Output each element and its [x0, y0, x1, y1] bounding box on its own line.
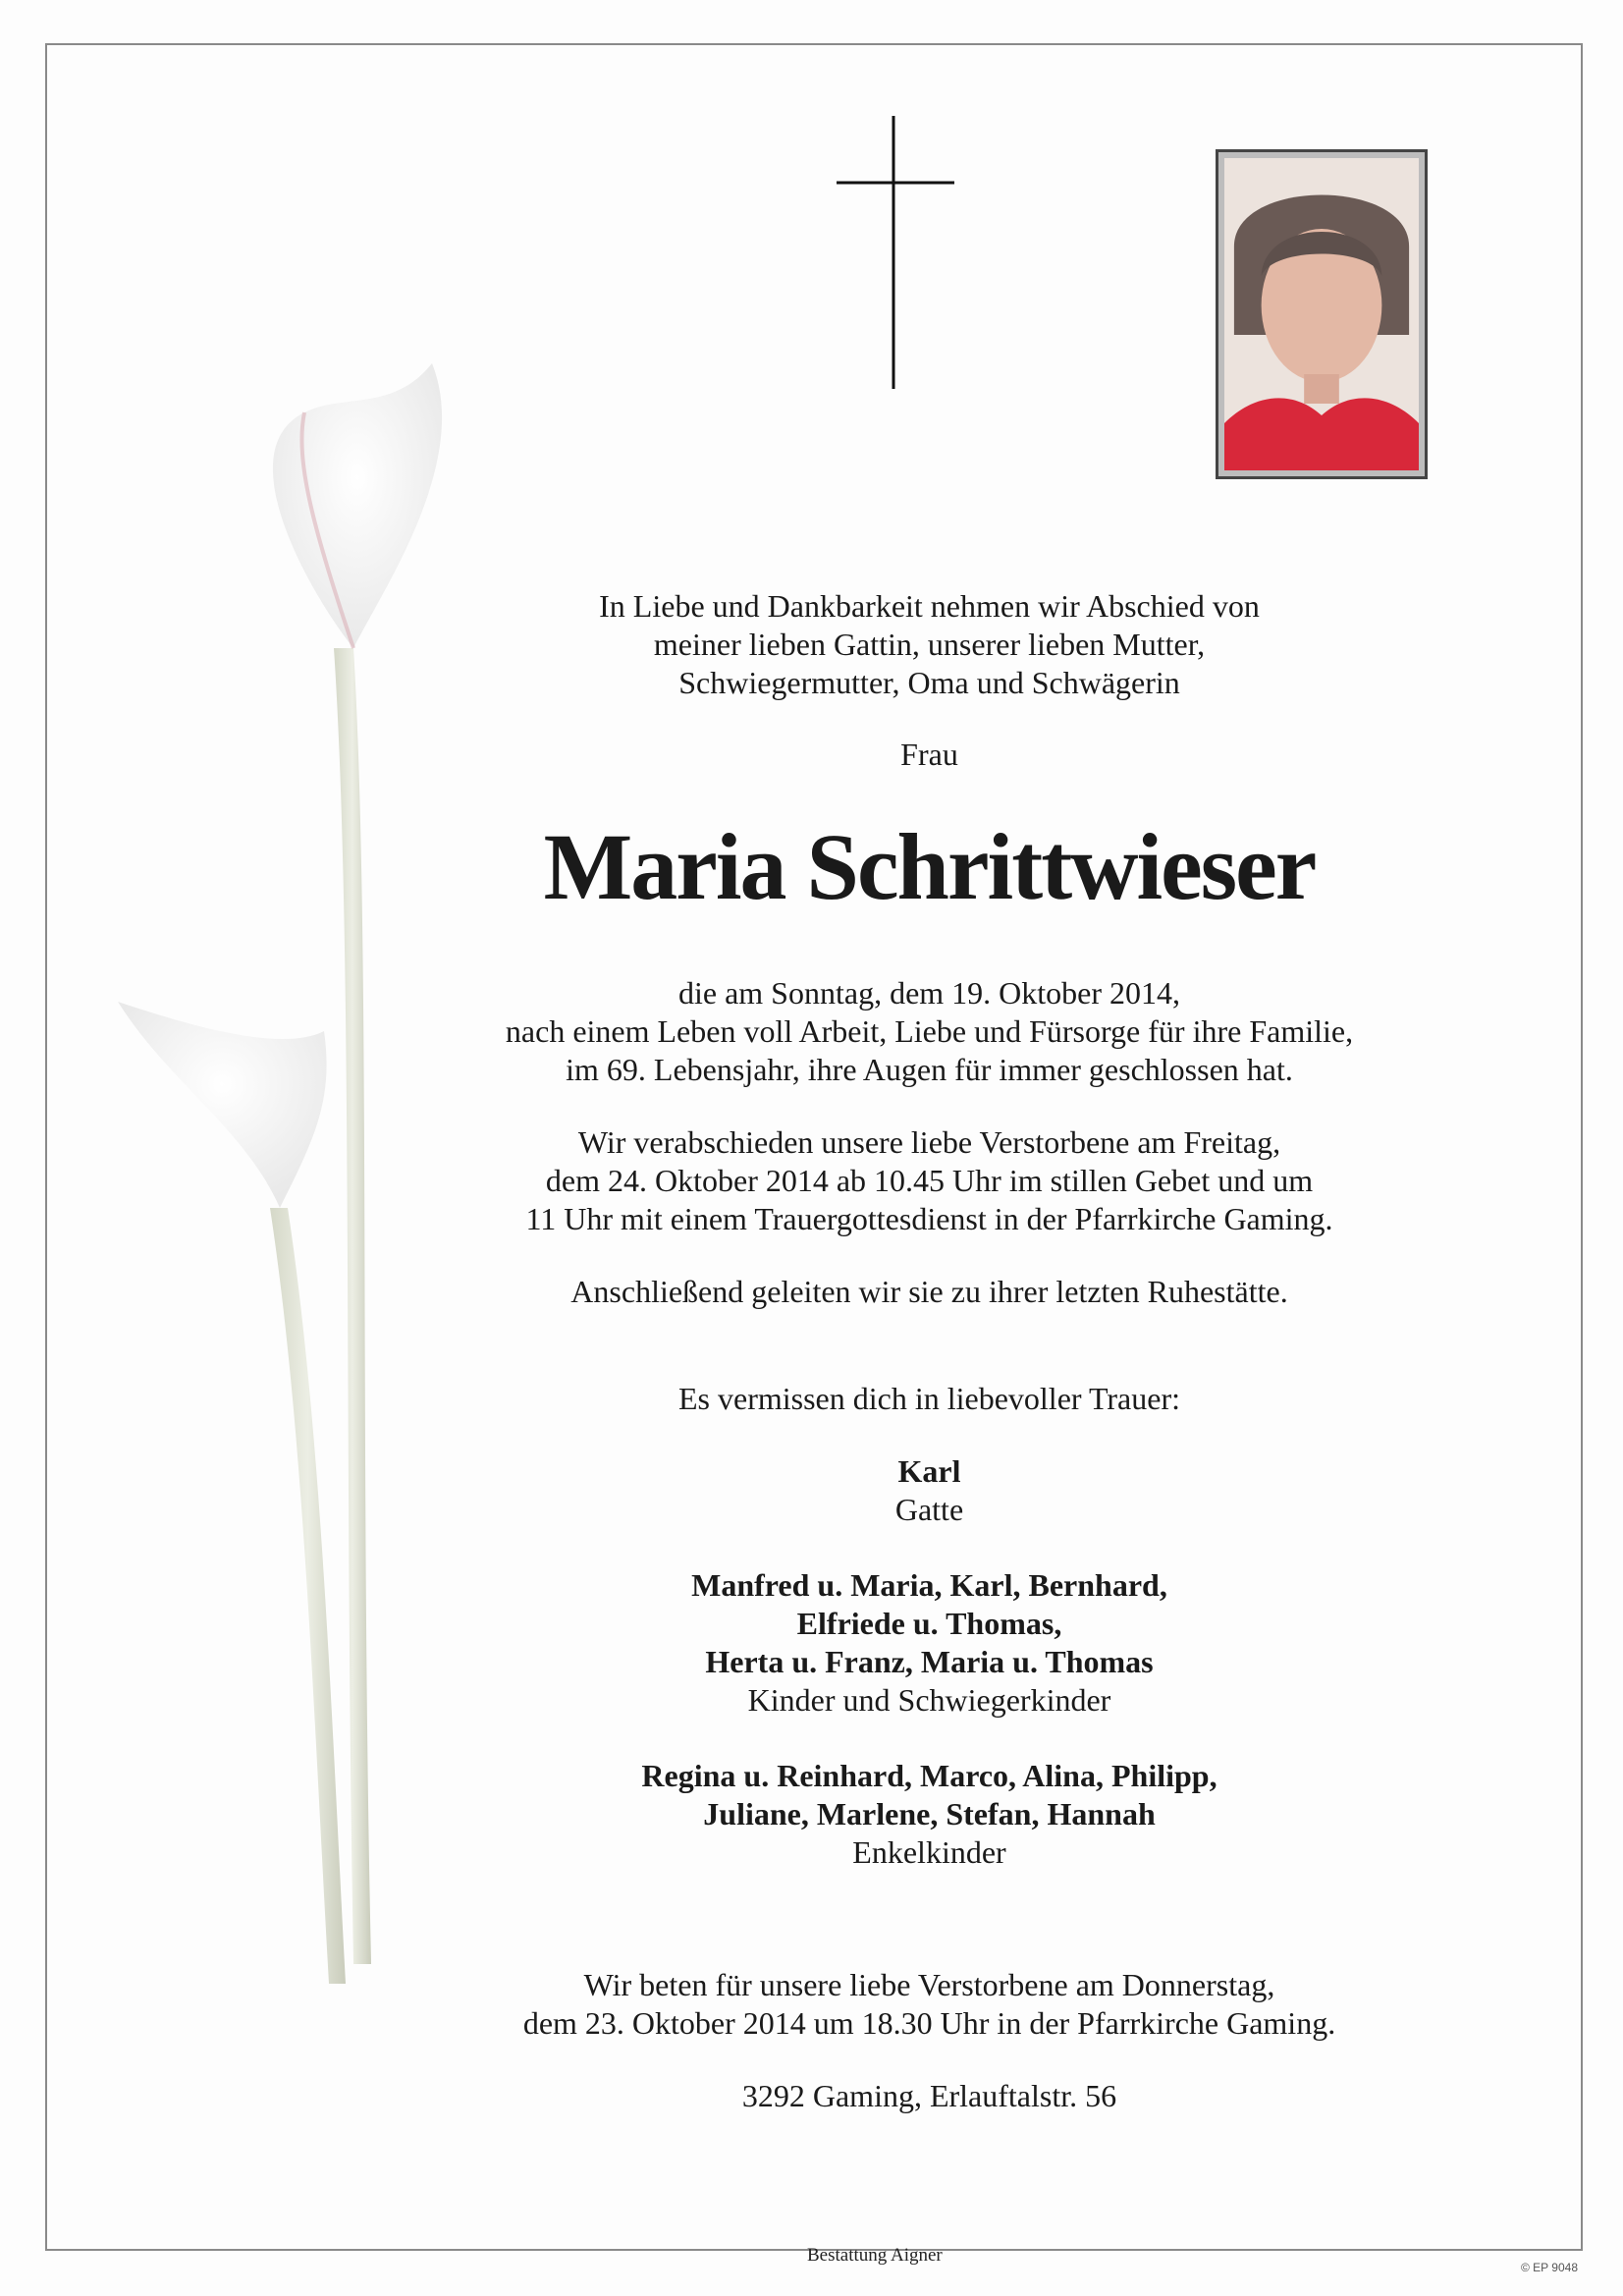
- salutation: Frau: [900, 737, 958, 772]
- prayer-notice: [295, 1966, 1564, 2043]
- template-code: © EP 9048: [1521, 2261, 1578, 2274]
- mourner-group-spouse: [295, 1452, 1564, 1529]
- address: 3292 Gaming, Erlauftalstr. 56: [741, 2078, 1117, 2113]
- intro-text: [295, 587, 1564, 702]
- death-notice: [295, 974, 1564, 1089]
- mourner-group-grandchildren: [295, 1757, 1564, 1872]
- farewell-notice: [295, 1123, 1564, 1238]
- mourner-names: Elfriede u. Thomas,: [796, 1606, 1062, 1641]
- farewell-line: dem 24. Oktober 2014 ab 10.45 Uhr im stillen Gebet und um: [545, 1163, 1314, 1198]
- obituary-text: [295, 587, 1564, 2115]
- mourner-names: Herta u. Franz, Maria u. Thomas: [705, 1644, 1154, 1679]
- cross-icon: [837, 116, 954, 389]
- mourners-intro: Es vermissen dich in liebevoller Trauer:: [677, 1381, 1180, 1416]
- farewell-line: Wir verabschieden unsere liebe Verstorbene am Freitag,: [577, 1124, 1281, 1160]
- farewell-line: 11 Uhr mit einem Trauergottesdienst in der Pfarrkirche Gaming.: [525, 1201, 1333, 1236]
- intro-line: meiner lieben Gattin, unserer lieben Mutter,: [653, 627, 1206, 662]
- death-notice-line: nach einem Leben voll Arbeit, Liebe und Fürsorge für ihre Familie,: [505, 1013, 1354, 1049]
- mourner-relation: Enkelkinder: [852, 1834, 1006, 1870]
- intro-line: Schwiegermutter, Oma und Schwägerin: [678, 665, 1180, 700]
- burial-line: Anschließend geleiten wir sie zu ihrer letzten Ruhestätte.: [570, 1274, 1288, 1309]
- intro-line: In Liebe und Dankbarkeit nehmen wir Abschied von: [599, 588, 1260, 624]
- prayer-line: dem 23. Oktober 2014 um 18.30 Uhr in der Pfarrkirche Gaming.: [522, 2005, 1336, 2041]
- prayer-line: Wir beten für unsere liebe Verstorbene am Donnerstag,: [583, 1967, 1275, 2002]
- mourner-names: Karl: [897, 1453, 961, 1489]
- funeral-home: Bestattung Aigner: [807, 2245, 943, 2266]
- death-notice-line: im 69. Lebensjahr, ihre Augen für immer geschlossen hat.: [566, 1052, 1293, 1087]
- mourner-relation: Kinder und Schwiegerkinder: [747, 1682, 1111, 1718]
- mourner-names: Manfred u. Maria, Karl, Bernhard,: [691, 1567, 1167, 1603]
- portrait-photo: [1216, 149, 1428, 479]
- mourner-relation: Gatte: [894, 1492, 964, 1527]
- mourner-group-children: [295, 1566, 1564, 1720]
- mourner-names: Regina u. Reinhard, Marco, Alina, Philipp,: [641, 1758, 1217, 1793]
- death-notice-line: die am Sonntag, dem 19. Oktober 2014,: [677, 975, 1181, 1011]
- mourner-names: Juliane, Marlene, Stefan, Hannah: [703, 1796, 1156, 1831]
- deceased-name: Maria Schrittwieser: [543, 814, 1316, 919]
